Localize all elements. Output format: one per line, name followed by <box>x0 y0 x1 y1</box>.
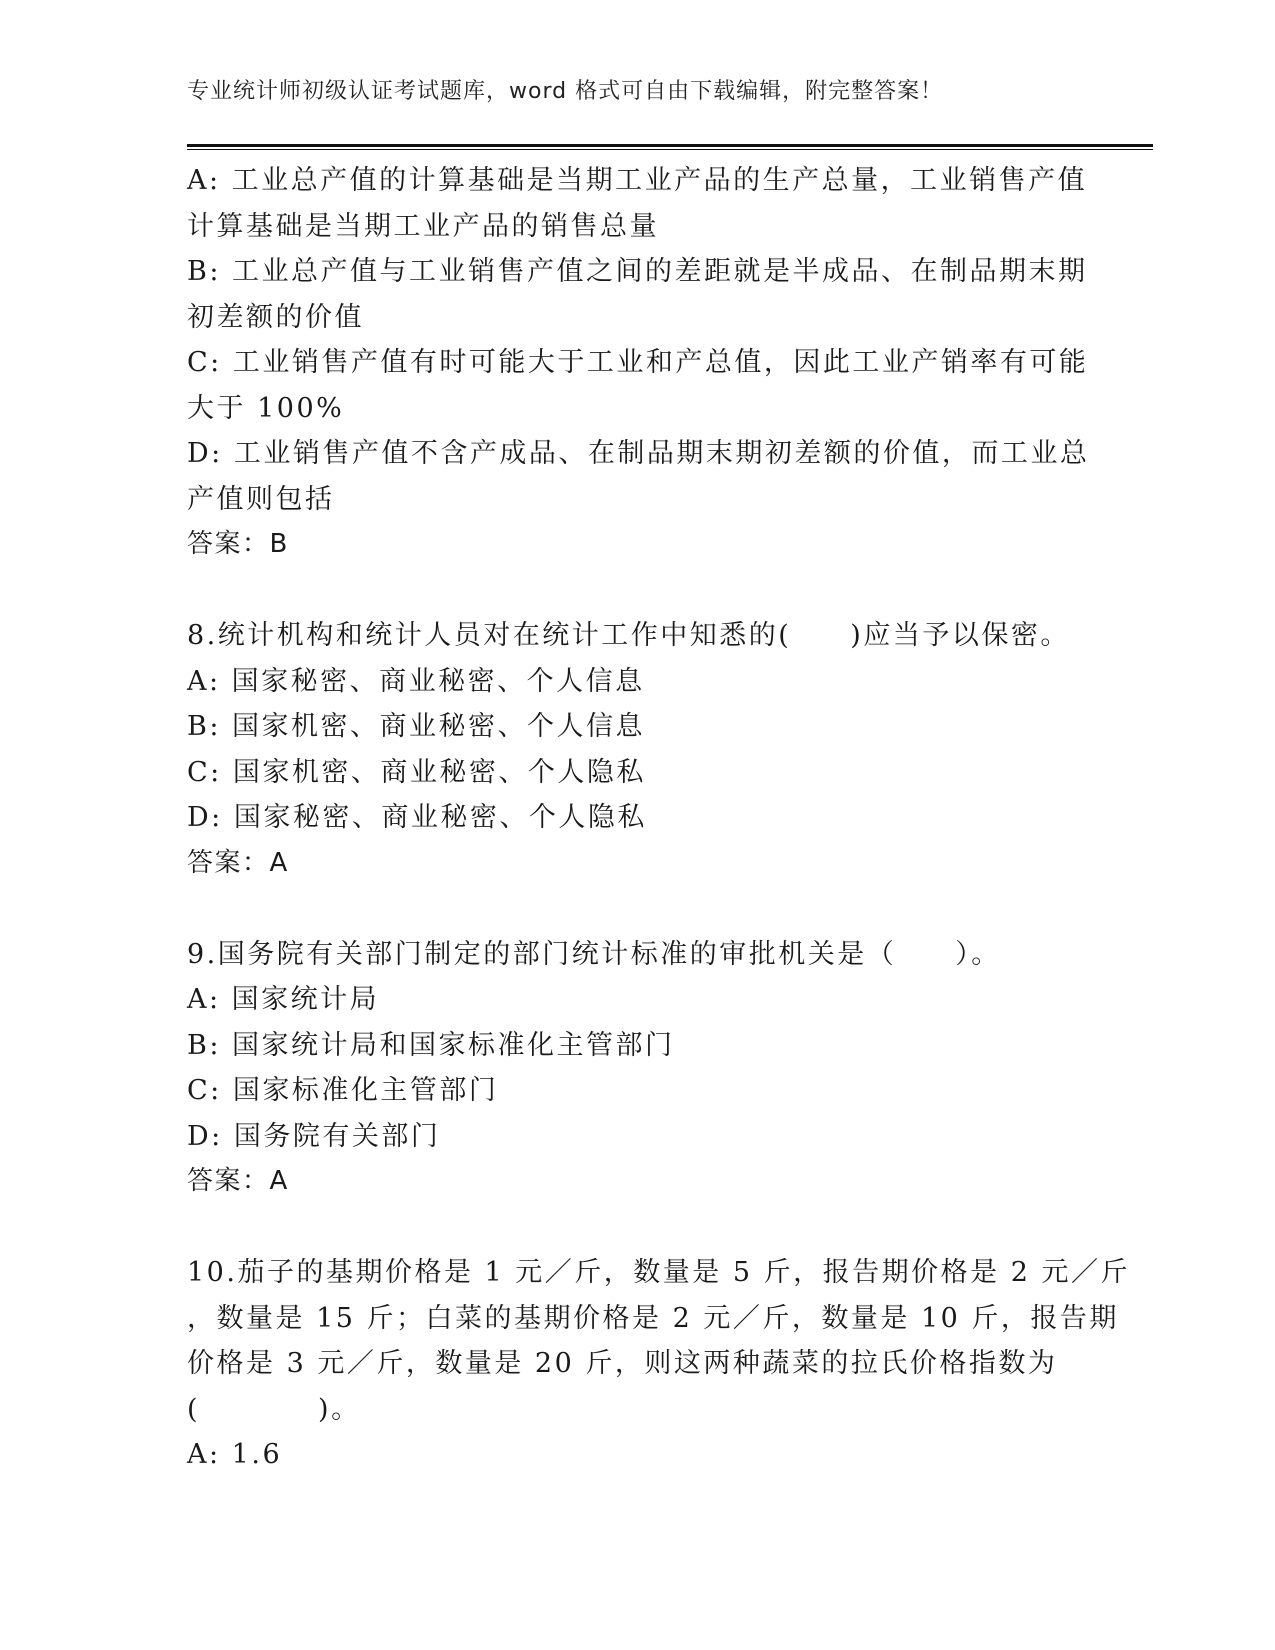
q8-answer: 答案：A <box>187 847 289 878</box>
spacer <box>187 568 1077 614</box>
q7-option-c-line1: C: 工业销售产值有时可能大于工业和产总值，因此工业产销率有可能 <box>187 347 1089 378</box>
q9-option-a: A: 国家统计局 <box>187 984 380 1015</box>
spacer <box>187 886 1077 932</box>
question-10 <box>187 1250 1130 1478</box>
q7-option-c-line2: 大于 100% <box>187 392 345 424</box>
q7-option-b-line1: B: 工业总产值与工业销售产值之间的差距就是半成品、在制品期末期 <box>187 256 1088 287</box>
q10-stem-line4: ( )。 <box>187 1393 361 1425</box>
q7-option-d-line2: 产值则包括 <box>187 483 335 515</box>
page-header: 专业统计师初级认证考试题库，word 格式可自由下载编辑，附完整答案！ <box>187 79 944 104</box>
q7-option-a-line1: A: 工业总产值的计算基础是当期工业产品的生产总量，工业销售产值 <box>187 165 1088 196</box>
question-9 <box>187 932 1077 1205</box>
q8-option-d: D: 国家秘密、商业秘密、个人隐私 <box>187 802 647 833</box>
q7-answer: 答案：B <box>187 529 289 559</box>
q9-answer: 答案：A <box>187 1166 289 1196</box>
q7-option-b-line2: 初差额的价值 <box>187 301 364 333</box>
question-7 <box>187 158 1090 568</box>
q10-stem-line1: 10.茄子的基期价格是 1 元／斤，数量是 5 斤，报告期价格是 2 元／斤 <box>187 1257 1130 1288</box>
q10-stem-line3: 价格是 3 元／斤，数量是 20 斤，则这两种蔬菜的拉氏价格指数为 <box>187 1348 1058 1379</box>
q8-option-b: B: 国家机密、商业秘密、个人信息 <box>187 711 646 742</box>
q10-stem-line2: ，数量是 15 斤；白菜的基期价格是 2 元／斤，数量是 10 斤，报告期 <box>187 1302 1119 1334</box>
q9-stem: 9.国务院有关部门制定的部门统计标准的审批机关是（ ）。 <box>187 938 1001 970</box>
spacer <box>187 1205 1077 1251</box>
q9-option-b: B: 国家统计局和国家标准化主管部门 <box>187 1029 675 1061</box>
q10-option-a: A: 1.6 <box>187 1439 283 1470</box>
q9-option-c: C: 国家标准化主管部门 <box>187 1075 499 1106</box>
q9-option-d: D: 国务院有关部门 <box>187 1120 441 1152</box>
q8-option-a: A: 国家秘密、商业秘密、个人信息 <box>187 665 645 697</box>
q7-option-d-line1: D: 工业销售产值不含产成品、在制品期末期初差额的价值，而工业总 <box>187 438 1090 469</box>
q8-stem: 8.统计机构和统计人员对在统计工作中知悉的( )应当予以保密。 <box>187 620 1070 651</box>
q7-option-a-line2: 计算基础是当期工业产品的销售总量 <box>187 210 659 242</box>
document-body <box>187 158 1130 1478</box>
question-8 <box>187 613 1077 886</box>
header-divider <box>187 144 1153 150</box>
q8-option-c: C: 国家机密、商业秘密、个人隐私 <box>187 756 646 788</box>
